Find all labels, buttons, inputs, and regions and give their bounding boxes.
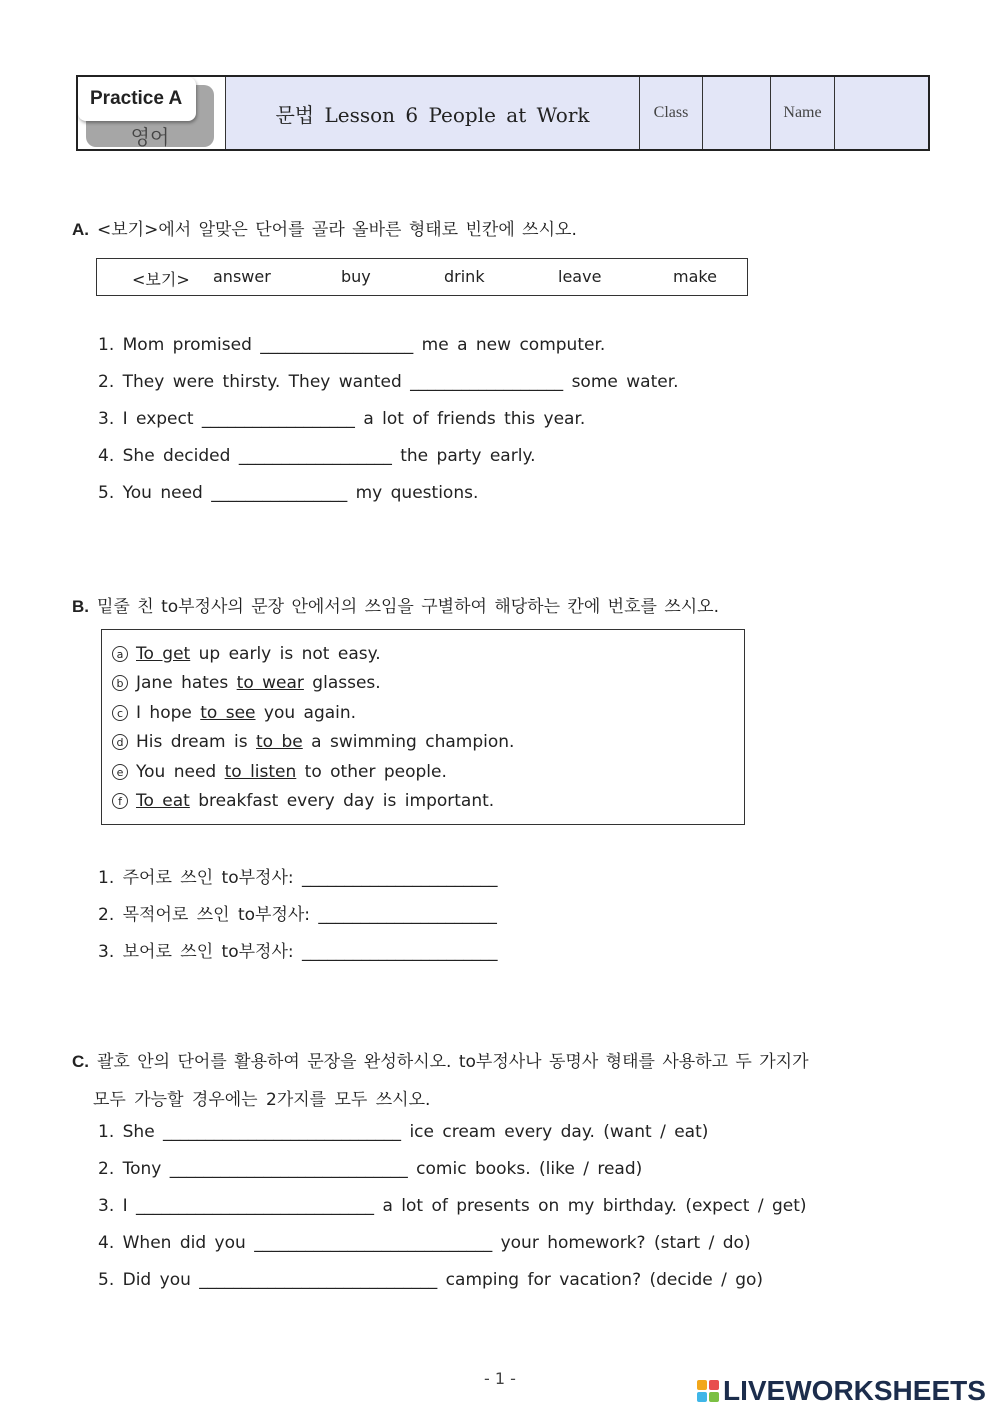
sentence-marker: c — [112, 705, 128, 721]
example-sentence — [112, 762, 447, 782]
section-c-letter: C. — [72, 1052, 89, 1071]
word-bank-word: buy — [341, 267, 371, 286]
sentence-text: You need — [136, 762, 225, 782]
example-sentence — [112, 791, 494, 811]
section-c-heading — [72, 1047, 809, 1072]
section-a-item[interactable]: 1. Mom promised __________________ me a new computer. — [98, 335, 606, 355]
practice-badge — [78, 77, 226, 149]
section-c-item[interactable]: 3. I ____________________________ a lot of presents on my birthday. (expect / get) — [98, 1196, 807, 1216]
underlined-infinitive: To eat — [136, 791, 190, 811]
section-c-item[interactable]: 5. Did you ____________________________ camping for vacation? (decide / go) — [98, 1270, 764, 1290]
word-bank-box — [96, 258, 748, 296]
word-bank-word: leave — [558, 267, 602, 286]
class-field[interactable] — [703, 77, 771, 149]
underlined-infinitive: to wear — [236, 673, 304, 693]
section-b-item[interactable]: 1. 주어로 쓰인 to부정사: _______________________ — [98, 868, 498, 888]
sentence-marker: f — [112, 793, 128, 809]
section-b-instruction: 밑줄 친 to부정사의 문장 안에서의 쓰임을 구별하여 해당하는 칸에 번호를 쓰시오. — [97, 597, 720, 617]
section-a-instruction: <보기>에서 알맞은 단어를 골라 올바른 형태로 빈칸에 쓰시오. — [97, 220, 577, 240]
word-bank-word: make — [673, 267, 717, 286]
example-sentence — [112, 644, 381, 664]
underlined-infinitive: to listen — [224, 762, 297, 782]
badge-label: Practice A — [78, 77, 196, 121]
section-a-item[interactable]: 4. She decided __________________ the party early. — [98, 446, 536, 466]
section-c-item[interactable]: 1. She ____________________________ ice cream every day. (want / eat) — [98, 1122, 709, 1142]
sentence-text: you again. — [255, 703, 357, 723]
section-a-item[interactable]: 2. They were thirsty. They wanted __________________ some water. — [98, 372, 679, 392]
section-c-instruction-cont: 모두 가능할 경우에는 2가지를 모두 쓰시오. — [93, 1090, 431, 1110]
example-sentence — [112, 673, 381, 693]
underlined-infinitive: to be — [256, 732, 303, 752]
word-bank-word: answer — [213, 267, 271, 286]
sentence-marker: a — [112, 646, 128, 662]
section-c-item[interactable]: 4. When did you ____________________________ your homework? (start / do) — [98, 1233, 751, 1253]
section-a-heading — [72, 215, 577, 240]
logo-square — [697, 1392, 707, 1402]
section-a-item[interactable]: 3. I expect __________________ a lot of friends this year. — [98, 409, 586, 429]
name-label: Name — [771, 77, 835, 149]
logo-square — [709, 1392, 719, 1402]
underlined-infinitive: To get — [136, 644, 191, 664]
sentence-text: glasses. — [303, 673, 381, 693]
section-b-letter: B. — [72, 597, 89, 616]
example-sentence — [112, 732, 514, 752]
sentence-text: Jane hates — [136, 673, 237, 693]
section-a-letter: A. — [72, 220, 89, 239]
sentence-text: breakfast every day is important. — [189, 791, 495, 811]
section-b-item[interactable]: 3. 보어로 쓰인 to부정사: _______________________ — [98, 942, 498, 962]
sentence-text: up early is not easy. — [190, 644, 381, 664]
section-b-item[interactable]: 2. 목적어로 쓰인 to부정사: _____________________ — [98, 905, 497, 925]
section-c-item[interactable]: 2. Tony ____________________________ comic books. (like / read) — [98, 1159, 643, 1179]
logo-square — [709, 1380, 719, 1390]
badge-subject: 영어 — [130, 125, 170, 149]
underlined-infinitive: to see — [200, 703, 256, 723]
example-sentences-box — [101, 629, 745, 825]
section-a-item[interactable]: 5. You need ________________ my questions. — [98, 483, 479, 503]
liveworksheets-logo[interactable] — [697, 1375, 986, 1407]
word-bank-word: drink — [444, 267, 485, 286]
name-field[interactable] — [835, 77, 928, 149]
logo-text: LIVEWORKSHEETS — [723, 1375, 986, 1406]
sentence-marker: b — [112, 675, 128, 691]
sentence-text: a swimming champion. — [302, 732, 515, 752]
section-b-heading — [72, 592, 719, 617]
word-bank-label: <보기> — [132, 270, 190, 289]
sentence-text: I hope — [136, 703, 201, 723]
page-number: - 1 - — [484, 1369, 516, 1388]
worksheet-header — [76, 75, 930, 151]
sentence-text: His dream is — [136, 732, 256, 752]
section-c-instruction: 괄호 안의 단어를 활용하여 문장을 완성하시오. to부정사나 동명사 형태를 사용하고 두 가지가 — [97, 1052, 809, 1072]
logo-square — [697, 1380, 707, 1390]
example-sentence — [112, 703, 356, 723]
logo-icon — [697, 1380, 719, 1402]
lesson-title: 문법 Lesson 6 People at Work — [226, 77, 640, 149]
sentence-text: to other people. — [296, 762, 447, 782]
sentence-marker: e — [112, 764, 128, 780]
class-label: Class — [640, 77, 703, 149]
sentence-marker: d — [112, 734, 128, 750]
